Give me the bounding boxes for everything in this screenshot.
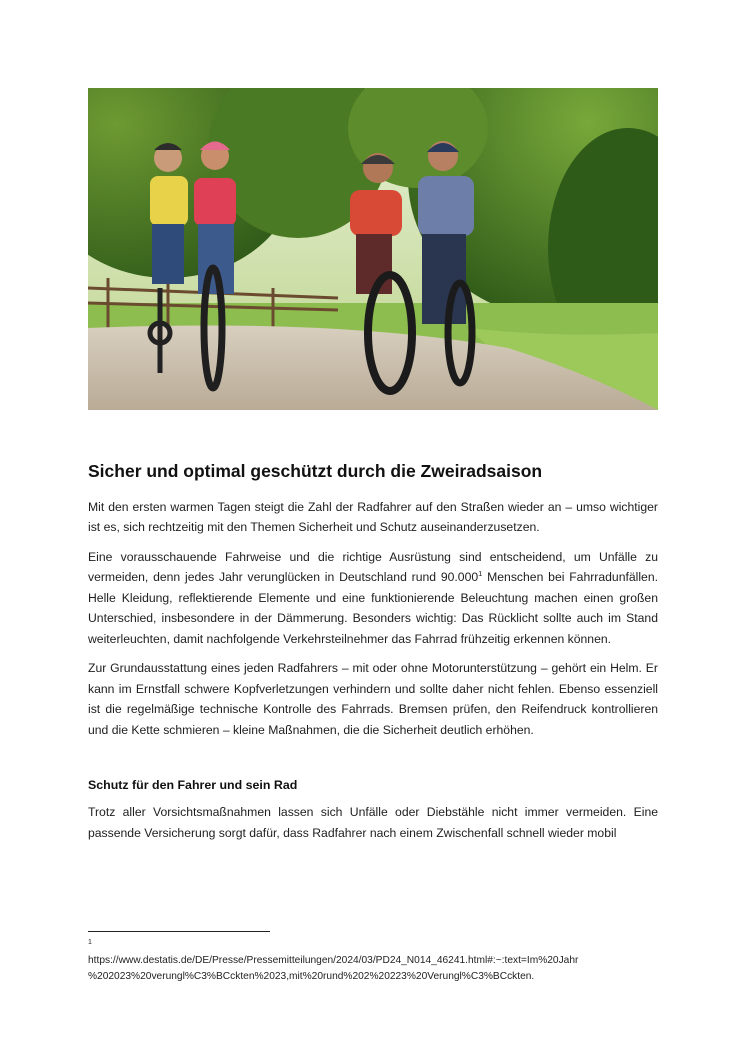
- article-title: Sicher und optimal geschützt durch die Zweiradsaison: [88, 461, 543, 481]
- footnote-url-line1[interactable]: https://www.destatis.de/DE/Presse/Pressemitteilungen/2024/03/PD24_N014_46241.html#:~:text=Im%20Jahr: [88, 955, 579, 966]
- footnote-number: 1: [88, 939, 92, 946]
- paragraph-safety-part1: Eine vorausschauende Fahrweise und die richtige Ausrüstung sind entscheidend, um Unfälle zu vermeiden, denn jedes Jahr verunglücken in Deutschland rund 90.000: [88, 549, 658, 585]
- photo-illustration: [88, 88, 658, 410]
- paragraph-intro: Mit den ersten warmen Tagen steigt die Zahl der Radfahrer auf den Straßen wieder an – umso wichtiger ist es, sich rechtzeitig mit den Themen Sicherheit und Schutz auseinanderzusetzen.: [88, 499, 658, 535]
- paragraph-insurance: Trotz aller Vorsichtsmaßnahmen lassen sich Unfälle oder Diebstähle nicht immer vermeiden. Eine passende Versicherung sorgt dafür, dass Radfahrer nach einem Zwischenfall schnell wieder mobil: [88, 805, 658, 840]
- article-body: [88, 460, 658, 852]
- footnote-url-line2[interactable]: %202023%20verungl%C3%BCckten%2023,mit%20rund%202%20223%20Verungl%C3%BCckten.: [88, 971, 535, 982]
- footnote-reference[interactable]: 1: [478, 569, 483, 579]
- paragraph-equipment: Zur Grundausstattung eines jeden Radfahrers – mit oder ohne Motorunterstützung – gehört ein Helm. Er kann im Ernstfall schwere Kopfverletzungen verhindern und sollte daher nicht fehlen. Ebenso essenziell ist die regelmäßige technische Kontrolle des Fahrrads. Bremsen prüfen, den Reifendruck kontrollieren und die Kette schmieren – kleine Maßnahmen, die die Sicherheit deutlich erhöhen.: [88, 661, 658, 737]
- footnote-separator: [88, 931, 270, 932]
- paragraph-safety-part2: Menschen bei Fahrradunfällen. Helle Kleidung, reflektierende Elemente und eine funktionierende Beleuchtung machen einen großen Unterschied, insbesondere in der Dämmerung. Besonders wichtig: Das Rücklicht sollte auch im Stand weiterleuchten, damit nachfolgende Verkehrsteilnehmer das Fahrrad frühzeitig erkennen können.: [88, 570, 658, 646]
- footnote: [88, 938, 658, 985]
- section-heading: Schutz für den Fahrer und sein Rad: [88, 778, 298, 793]
- paragraph-safety: [88, 547, 658, 650]
- family-cycling-photo: [88, 88, 658, 410]
